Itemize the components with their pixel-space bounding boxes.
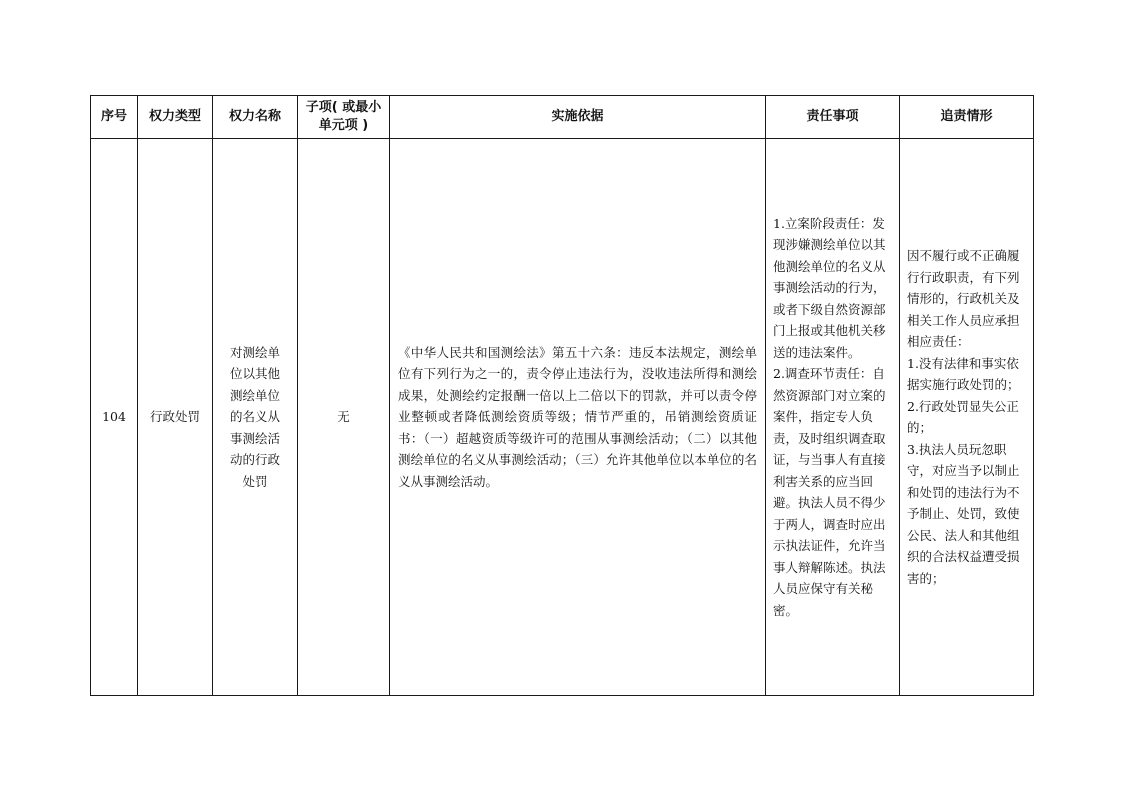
power-list-table — [90, 95, 1034, 696]
cell-responsibility — [766, 139, 900, 696]
header-power-type: 权力类型 — [138, 96, 213, 139]
header-sub-item — [298, 96, 390, 139]
responsibility-list — [766, 213, 899, 622]
responsibility-item: 2.调查环节责任：自然资源部门对立案的案件，指定专人负责，及时组织调查取证，与当事人有直接利害关系的应当回避。执法人员不得少于两人，调查时应出示执法证件，允许当事人辩解陈述。执法人员应保守有关秘密。 — [773, 366, 886, 618]
table-row — [91, 139, 1034, 696]
header-row — [91, 96, 1034, 139]
accountability-item: 因不履行或不正确履行行政职责，有下列情形的，行政机关及相关工作人员应承担相应责任： — [907, 248, 1020, 349]
accountability-item: 2.行政处罚显失公正的； — [907, 398, 1019, 435]
basis-text: 《中华人民共和国测绘法》第五十六条：违反本法规定，测绘单位有下列行为之一的，责令停止违法行为，没收违法所得和测绘成果，处测绘约定报酬一倍以上二倍以下的罚款，并可以责令停业整顿或者降低测绘资质等级；情节严重的，吊销测绘资质证书：（一）超越资质等级许可的范围从事测绘活动；（二）以其他测绘单位的名义从事测绘活动；（三）允许其他单位以本单位的名义从事测绘活动。 — [398, 344, 757, 489]
cell-seq: 104 — [91, 139, 138, 696]
header-basis: 实施依据 — [390, 96, 766, 139]
cell-basis — [390, 139, 766, 696]
cell-sub-item: 无 — [298, 139, 390, 696]
header-seq: 序号 — [91, 96, 138, 139]
header-accountability: 追责情形 — [900, 96, 1034, 139]
header-responsibility: 责任事项 — [766, 96, 900, 139]
cell-power-type: 行政处罚 — [138, 139, 213, 696]
accountability-item: 1.没有法律和事实依据实施行政处罚的； — [907, 355, 1020, 392]
accountability-item: 3.执法人员玩忽职守，对应当予以制止和处罚的违法行为不予制止、处罚，致使公民、法人和其他组织的合法权益遭受损害的； — [907, 441, 1020, 586]
header-sub-item-label: 子项( 或最小单元项 ) — [305, 100, 382, 133]
cell-power-name — [213, 139, 298, 696]
responsibility-item: 1.立案阶段责任：发现涉嫌测绘单位以其他测绘单位的名义从事测绘活动的行为，或者下级自然资源部门上报或其他机关移送的违法案件。 — [773, 215, 886, 360]
cell-accountability — [900, 139, 1034, 696]
header-power-name: 权力名称 — [213, 96, 298, 139]
accountability-list — [900, 245, 1033, 589]
power-name-text: 对测绘单位以其他测绘单位的名义从事测绘活动的行政处罚 — [229, 344, 280, 489]
